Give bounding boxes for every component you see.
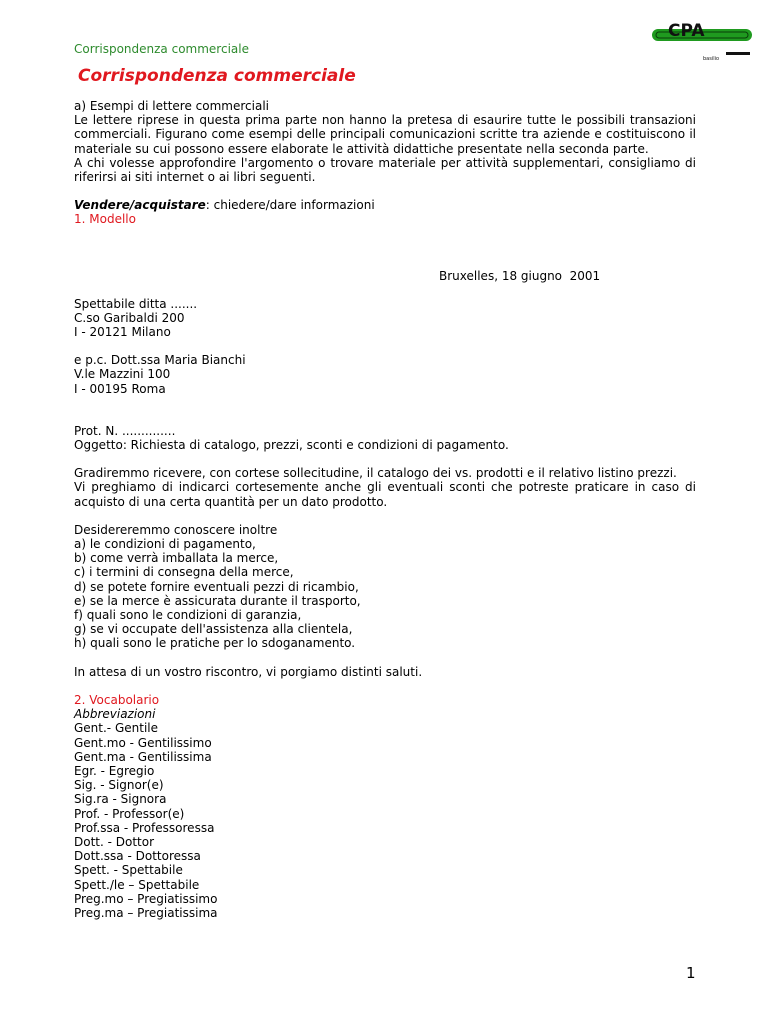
recipient-line-2: C.so Garibaldi 200 — [74, 310, 185, 325]
vocabulary-item: Sig. - Signor(e) — [74, 778, 164, 793]
letter-closing: In attesa di un vostro riscontro, vi porgiamo distinti saluti. — [74, 664, 423, 679]
vocabulary-item: Spett./le – Spettabile — [74, 877, 200, 892]
list-item: e) se la merce è assicurata durante il trasporto, — [74, 593, 361, 608]
cc-line-2: V.le Mazzini 100 — [74, 367, 171, 382]
logo-subtext: basilio — [703, 56, 720, 62]
logo-text: CPA — [668, 21, 705, 41]
list-item: f) quali sono le condizioni di garanzia, — [74, 608, 302, 623]
logo-underline — [726, 52, 750, 55]
running-header: Corrispondenza commerciale — [74, 42, 249, 56]
vocabulary-item: Dott.ssa - Dottoressa — [74, 849, 201, 864]
vocabulary-item: Spett. - Spettabile — [74, 863, 183, 878]
recipient-line-1: Spettabile ditta ....... — [74, 296, 198, 311]
letter-subject: Oggetto: Richiesta di catalogo, prezzi, sconti e condizioni di pagamento. — [74, 438, 509, 453]
list-item: d) se potete fornire eventuali pezzi di ricambio, — [74, 579, 359, 594]
page-title: Corrispondenza commerciale — [78, 66, 356, 86]
section-topic-bold: Vendere/acquistare — [74, 198, 206, 213]
vocabulary-item: Preg.mo – Pregiatissimo — [74, 891, 218, 906]
vocabulary-item: Preg.ma – Pregiatissima — [74, 905, 218, 920]
intro-paragraph-2: A chi volesse approfondire l'argomento o trovare materiale per attività supplementari, consigliamo di riferirsi ai siti internet o ai libri seguenti. — [74, 155, 696, 185]
cc-line-3: I - 00195 Roma — [74, 381, 166, 396]
vocabulary-item: Egr. - Egregio — [74, 763, 155, 778]
vocabulary-item: Gent.ma - Gentilissima — [74, 749, 212, 764]
vocabulary-subheading: Abbreviazioni — [74, 707, 156, 722]
list-item: b) come verrà imballata la merce, — [74, 551, 279, 566]
model-label: 1. Modello — [74, 212, 136, 227]
section-topic — [74, 198, 696, 212]
vocabulary-item: Dott. - Dottor — [74, 834, 155, 849]
vocabulary-heading: 2. Vocabolario — [74, 692, 160, 707]
list-item: a) le condizioni di pagamento, — [74, 537, 256, 552]
protocol-number: Prot. N. .............. — [74, 423, 176, 438]
page-number: 1 — [686, 964, 696, 982]
cc-line-1: e p.c. Dott.ssa Maria Bianchi — [74, 353, 246, 368]
intro-heading: a) Esempi di lettere commerciali — [74, 99, 269, 113]
letter-body-1: Gradiremmo ricevere, con cortese sollecitudine, il catalogo dei vs. prodotti e il relativo listino prezzi. — [74, 466, 677, 481]
document-body — [74, 99, 696, 920]
letter-body-2: Vi preghiamo di indicarci cortesemente anche gli eventuali sconti che potreste praticare in caso di acquisto di una certa quantità per un dato prodotto. — [74, 480, 696, 509]
vocabulary-item: Gent.mo - Gentilissimo — [74, 735, 212, 750]
vocabulary-item: Prof.ssa - Professoressa — [74, 820, 215, 835]
section-topic-rest: : chiedere/dare informazioni — [205, 198, 375, 213]
list-intro: Desidereremmo conoscere inoltre — [74, 522, 278, 537]
list-item: c) i termini di consegna della merce, — [74, 565, 294, 580]
vocabulary-item: Sig.ra - Signora — [74, 792, 167, 807]
recipient-line-3: I - 20121 Milano — [74, 325, 171, 340]
vocabulary-item: Prof. - Professor(e) — [74, 806, 185, 821]
cpa-logo — [648, 16, 754, 62]
letter-date: Bruxelles, 18 giugno 2001 — [439, 269, 601, 283]
vocabulary-item: Gent.- Gentile — [74, 721, 158, 736]
intro-paragraph-1: Le lettere riprese in questa prima parte non hanno la pretesa di esaurire tutte le possibili transazioni commerciali. Figurano come esempi delle principali comunicazioni scritte tra aziende e costituiscono il materiale su cui possono essere elaborate le attività didattiche presentate nella seconda parte. — [74, 113, 696, 156]
list-item: g) se vi occupate dell'assistenza alla clientela, — [74, 622, 353, 637]
list-item: h) quali sono le pratiche per lo sdoganamento. — [74, 636, 356, 651]
